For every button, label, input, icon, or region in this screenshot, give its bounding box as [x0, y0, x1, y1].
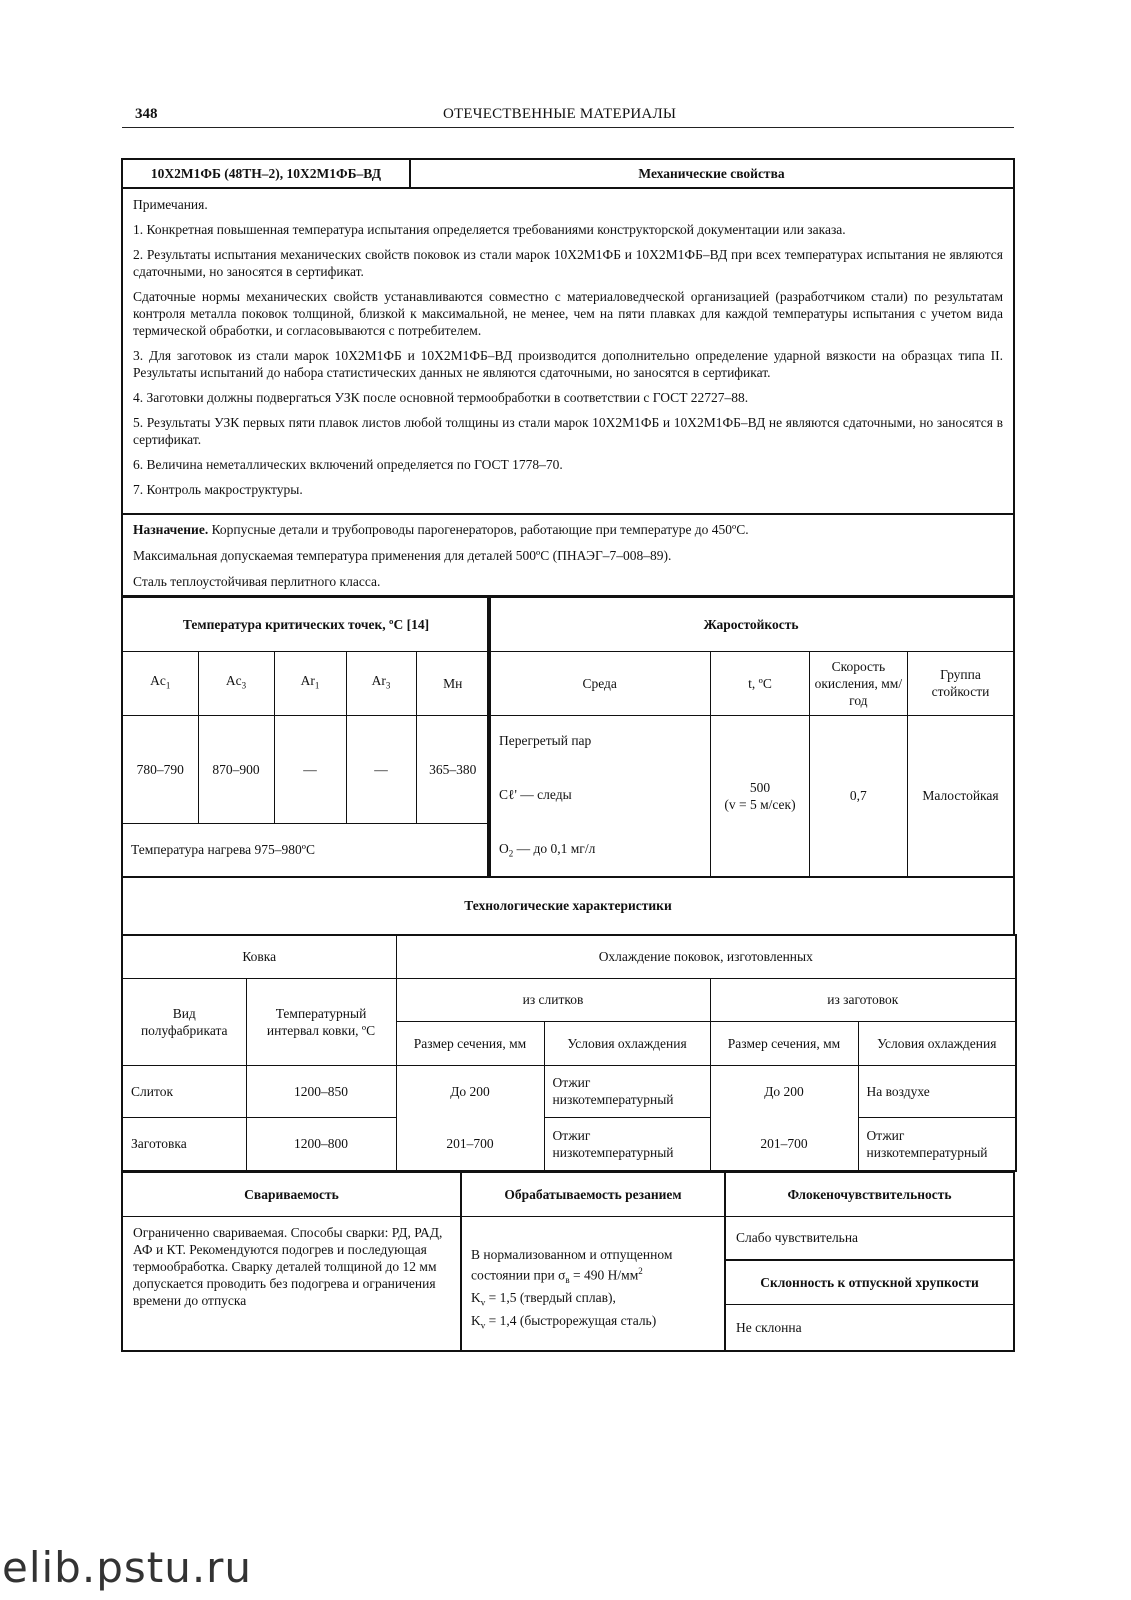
flakes-title: Флокеночувствительность — [726, 1173, 1013, 1217]
cooling-cond-header: Условия охлаждения — [544, 1021, 710, 1065]
temp-interval-header: Температурный интервал ковки, ºC — [246, 978, 396, 1065]
section-size-header: Размер сечения, мм — [710, 1021, 858, 1065]
note-item: 2. Результаты испытания механических свойств поковок из стали марок 10Х2М1ФБ и 10Х2М1ФБ–ВД при всех температурах испытания не являются сдаточными, но заносятся в сертификат. — [133, 247, 1003, 279]
note-item: 5. Результаты УЗК первых пяти плавок листов любой толщины из стали марок 10Х2М1ФБ и 10Х2М1ФБ–ВД не являются сдаточными, но заносятся в сертификат. — [133, 415, 1003, 447]
note-item: 6. Величина неметаллических включений определяется по ГОСТ 1778–70. — [133, 457, 563, 472]
cond-cell: Отжиг низкотемпературный — [858, 1117, 1016, 1171]
semi-type-header: Вид полуфабриката — [122, 978, 246, 1065]
purpose-label: Назначение. — [133, 522, 209, 537]
tech-title: Технологические характеристики — [121, 876, 1015, 935]
size-cell: До 200 — [710, 1065, 858, 1117]
col-ar1: $Ar_1$ — [274, 651, 346, 715]
notes-title: Примечания. — [133, 197, 208, 212]
purpose-line2: Максимальная допускаемая температура применения для деталей 500ºC (ПНАЭГ–7–008–89). — [133, 548, 672, 563]
purpose-line3: Сталь теплоустойчивая перлитного класса. — [133, 574, 381, 589]
oxidation-rate-value: 0,7 — [809, 715, 907, 877]
machinability-text: В нормализованном и отпущенном состоянии при $\sigma_в = 490$ $Н/мм^2$ $K_v = 1,5$ (твердый сплав), $K_v = 1,4$ (быстрорежущая сталь) — [471, 1247, 673, 1331]
notes-text — [133, 196, 1003, 498]
interval-cell: 1200–800 — [246, 1117, 396, 1171]
heating-temperature: Температура нагрева 975–980ºC — [122, 823, 490, 877]
value-ar1: — — [274, 715, 346, 823]
cond-cell: Отжиг низкотемпературный — [544, 1117, 710, 1171]
critical-points-title: Температура критических точек, ºC [14] — [122, 597, 490, 651]
table-row — [122, 1065, 1016, 1117]
cooling-cond-header: Условия охлаждения — [858, 1021, 1016, 1065]
cond-cell: Отжиг низкотемпературный — [544, 1065, 710, 1117]
col-resistance-group: Группа стойкости — [908, 651, 1014, 715]
col-environment: Среда — [488, 651, 711, 715]
value-mn: 365–380 — [416, 715, 490, 823]
size-cell: 201–700 — [396, 1117, 544, 1171]
cond-cell: На воздухе — [858, 1065, 1016, 1117]
environment-cell — [488, 715, 711, 877]
weldability-text: Ограниченно свариваемая. Способы сварки: РД, РАД, АФ и КТ. Рекомендуются подогрев и последующая термообработка. Сварку деталей толщиной до 12 мм допускается проводить без подогрева и ограничения времени до отпуска — [133, 1225, 443, 1308]
watermark: elib.pstu.ru — [2, 1543, 253, 1592]
temper-brittleness-value: Не склонна — [736, 1320, 802, 1335]
table-row — [122, 1117, 1016, 1171]
value-ar3: — — [346, 715, 416, 823]
machinability-title: Обрабатываемость резанием — [462, 1173, 724, 1217]
environment-line: $O_2$ — до 0,1 мг/л — [499, 840, 596, 859]
col-ac3: $Ac_3$ — [198, 651, 274, 715]
col-ac1: $Ac_1$ — [122, 651, 198, 715]
critical-points-table — [121, 596, 491, 878]
from-ingots-header: из слитков — [396, 978, 710, 1021]
value-ac1: 780–790 — [122, 715, 198, 823]
section-size-header: Размер сечения, мм — [396, 1021, 544, 1065]
header-rule — [122, 127, 1014, 128]
section-title: Механические свойства — [409, 158, 1015, 189]
environment-line: Cℓ' — следы — [499, 786, 572, 802]
semi-type-cell: Слиток — [122, 1065, 246, 1117]
weldability-title: Свариваемость — [123, 1173, 460, 1217]
temperature-value: 500 (v = 5 м/сек) — [711, 715, 809, 877]
col-ar3: $Ar_3$ — [346, 651, 416, 715]
resistance-group-value: Малостойкая — [908, 715, 1014, 877]
size-cell: До 200 — [396, 1065, 544, 1117]
grade-title: 10Х2М1ФБ (48ТН–2), 10Х2М1ФБ–ВД — [121, 158, 411, 189]
cooling-header: Охлаждение поковок, изготовленных — [396, 935, 1016, 978]
col-temperature: t, ºC — [711, 651, 809, 715]
note-item: 3. Для заготовок из стали марок 10Х2М1ФБ и 10Х2М1ФБ–ВД производится дополнительно определение ударной вязкости на образцах типа II. Результаты испытаний до набора статистических данных не являются сдаточными, но заносятся в сертификат. — [133, 348, 1003, 380]
col-oxidation-rate: Скорость окисления, мм/год — [809, 651, 907, 715]
flakes-value: Слабо чувствительна — [736, 1230, 859, 1245]
note-item: Сдаточные нормы механических свойств устанавливаются совместно с материаловедческой организацией (разработчиком стали) по результатам контроля металла поковок толщиной, близкой к максимальной, не менее, чем на пяти плавках для каждой температуры испытания с учетом вида термической обработки, и согласовываются с потребителем. — [133, 289, 1003, 338]
col-mn: Мн — [416, 651, 490, 715]
purpose-line1: Корпусные детали и трубопроводы парогенераторов, работающие при температуре до 450ºC. — [208, 522, 749, 537]
heat-resistance-title: Жаростойкость — [488, 597, 1014, 651]
purpose-text — [133, 521, 1003, 590]
value-ac3: 870–900 — [198, 715, 274, 823]
interval-cell: 1200–850 — [246, 1065, 396, 1117]
tech-table — [121, 934, 1017, 1172]
note-item: 1. Конкретная повышенная температура испытания определяется требованиями конструкторской документации или заказа. — [133, 222, 846, 237]
from-billets-header: из заготовок — [710, 978, 1016, 1021]
note-item: 7. Контроль макроструктуры. — [133, 482, 303, 497]
environment-line: Перегретый пар — [499, 732, 592, 748]
page-number: 348 — [135, 106, 158, 122]
temper-brittleness-title: Склонность к отпускной хрупкости — [726, 1259, 1013, 1305]
heat-resistance-table — [487, 596, 1015, 878]
running-title: ОТЕЧЕСТВЕННЫЕ МАТЕРИАЛЫ — [443, 106, 677, 122]
size-cell: 201–700 — [710, 1117, 858, 1171]
semi-type-cell: Заготовка — [122, 1117, 246, 1171]
forging-header: Ковка — [122, 935, 396, 978]
note-item: 4. Заготовки должны подвергаться УЗК после основной термообработки в соответствии с ГОСТ 22727–88. — [133, 390, 749, 405]
